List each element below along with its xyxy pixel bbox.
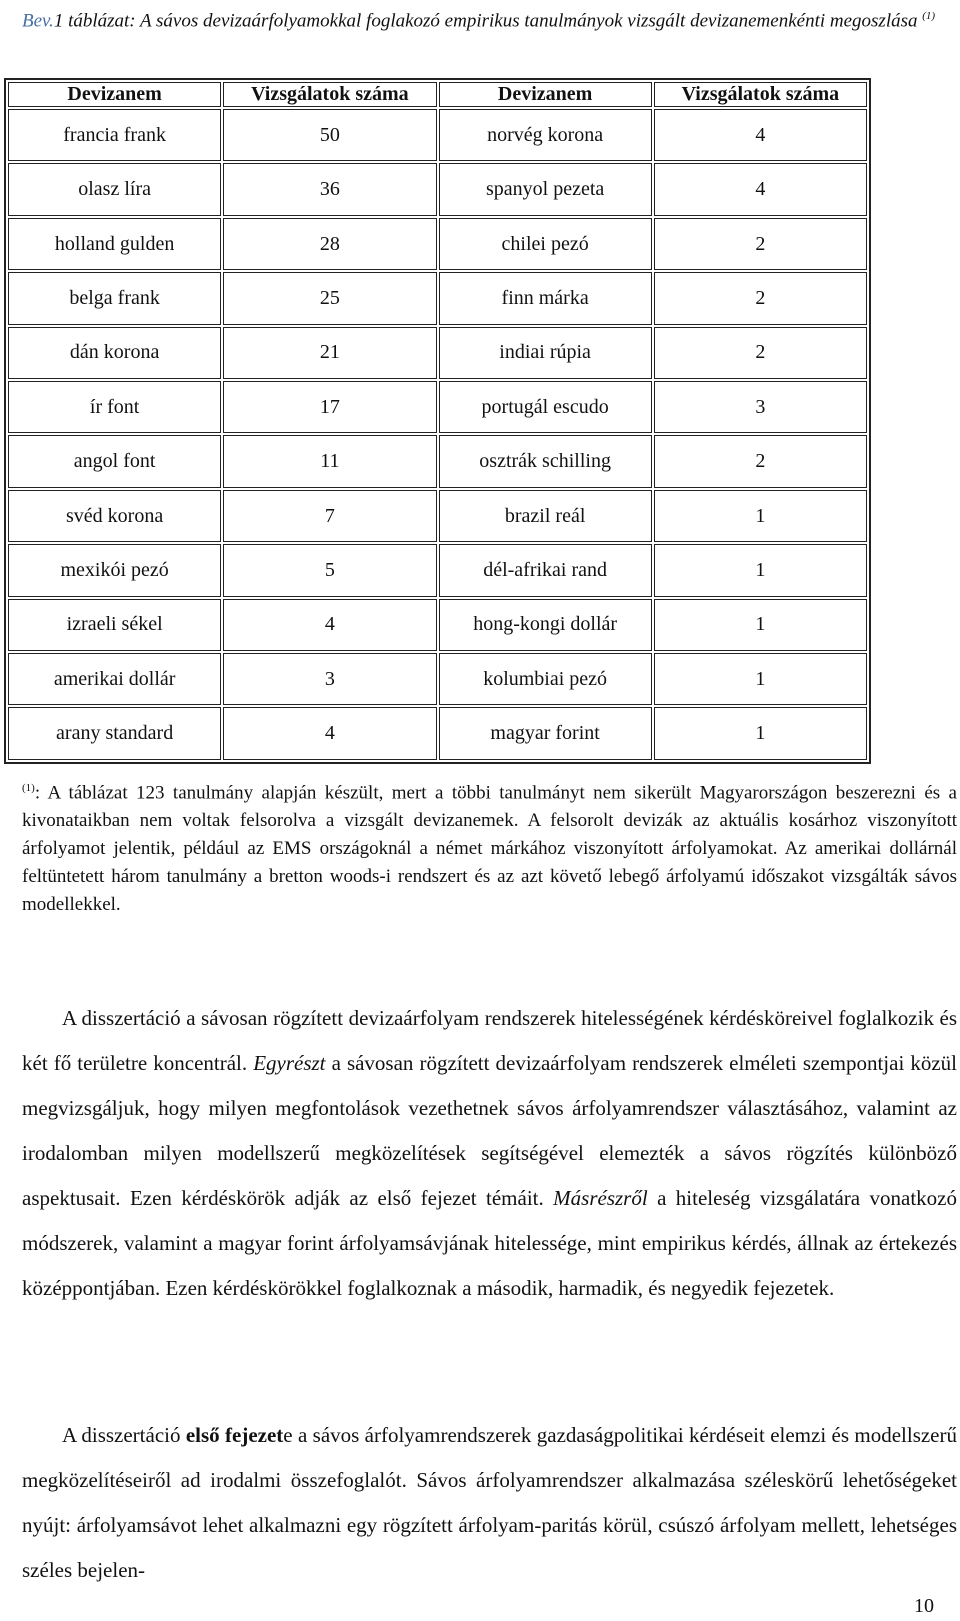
table-body <box>8 109 867 760</box>
table-row <box>8 653 867 705</box>
study-count-cell: 50 <box>223 109 436 161</box>
study-count-cell: 11 <box>223 435 436 487</box>
table-row <box>8 381 867 433</box>
study-count-cell: 4 <box>223 707 436 760</box>
study-count-cell: 2 <box>654 327 867 379</box>
currency-cell: magyar forint <box>439 707 652 760</box>
currency-cell: brazil reál <box>439 490 652 542</box>
currency-cell: izraeli sékel <box>8 599 221 651</box>
currency-cell: osztrák schilling <box>439 435 652 487</box>
study-count-cell: 1 <box>654 544 867 596</box>
header-count-1: Vizsgálatok száma <box>223 82 436 107</box>
header-currency-1: Devizanem <box>8 82 221 107</box>
p1-text-e: a hiteleség vizsgálatára vonatkozó módszerek, valamint a magyar forint árfolyamsávjának hitelessége, mint empirikus kérdés, állnak az értekezés középpontjában. Ezen kérdéskörökkel foglalkoznak a második, harmadik, és negyedik fejezetek. <box>22 1186 957 1300</box>
study-count-cell: 36 <box>223 163 436 215</box>
p2-text-a: A disszertáció <box>62 1423 186 1447</box>
study-count-cell: 4 <box>654 109 867 161</box>
p2-emphasis-elso-fejezet: első fejezet <box>185 1423 284 1447</box>
currency-cell: kolumbiai pezó <box>439 653 652 705</box>
study-count-cell: 3 <box>223 653 436 705</box>
table-row <box>8 327 867 379</box>
p1-text-a: A disszertáció a sávosan rögzített devizaárfolyam rendszerek hitelességének kérdésköreivel foglalkozik és két fő területre koncentrál. <box>22 1006 957 1075</box>
currency-cell: francia frank <box>8 109 221 161</box>
study-count-cell: 28 <box>223 218 436 270</box>
study-count-cell: 4 <box>223 599 436 651</box>
currency-cell: finn márka <box>439 272 652 324</box>
currency-cell: olasz líra <box>8 163 221 215</box>
study-count-cell: 2 <box>654 272 867 324</box>
p2-text-c: e a sávos árfolyamrendszerek gazdaságpolitikai kérdéseit elemzi és modellszerű megközelítéseiről ad irodalmi összefoglalót. Sávos árfolyamrendszer alkalmazása széleskörű lehetőségeket nyújt: árfolyamsávot lehet alkalmazni egy rögzített árfolyam-paritás körül, csúszó árfolyam mellett, lehetséges széles bejelen- <box>22 1423 957 1582</box>
currency-cell: chilei pezó <box>439 218 652 270</box>
study-count-cell: 7 <box>223 490 436 542</box>
currency-cell: holland gulden <box>8 218 221 270</box>
footnote <box>22 774 957 919</box>
footnote-text: : A táblázat 123 tanulmány alapján készült, mert a többi tanulmányt nem sikerült Magyarországon beszerezni és a kivonataikban nem voltak felsorolva a vizsgált devizanemek. A felsorolt devizák az aktuális kosárhoz viszonyított árfolyamot jelentik, például az EMS országoknál a német márkához viszonyított árfolyamokat. Az amerikai dollárnál feltüntetett három tanulmány a bretton woods-i rendszert és az azt követő lebegő árfolyamú időszakot vizsgálták sávos modellekkel. <box>22 782 957 916</box>
study-count-cell: 5 <box>223 544 436 596</box>
study-count-cell: 21 <box>223 327 436 379</box>
currency-cell: spanyol pezeta <box>439 163 652 215</box>
currency-cell: norvég korona <box>439 109 652 161</box>
study-count-cell: 1 <box>654 490 867 542</box>
study-count-cell: 2 <box>654 218 867 270</box>
currency-cell: indiai rúpia <box>439 327 652 379</box>
currency-cell: dán korona <box>8 327 221 379</box>
p1-emphasis-egyreszt: Egyrészt <box>253 1051 326 1075</box>
header-currency-2: Devizanem <box>439 82 652 107</box>
study-count-cell: 4 <box>654 163 867 215</box>
header-count-2: Vizsgálatok száma <box>654 82 867 107</box>
currency-cell: belga frank <box>8 272 221 324</box>
table-row <box>8 163 867 215</box>
study-count-cell: 25 <box>223 272 436 324</box>
study-count-cell: 1 <box>654 599 867 651</box>
currency-cell: svéd korona <box>8 490 221 542</box>
currency-cell: amerikai dollár <box>8 653 221 705</box>
currency-cell: angol font <box>8 435 221 487</box>
study-count-cell: 2 <box>654 435 867 487</box>
study-count-cell: 3 <box>654 381 867 433</box>
p1-emphasis-masreszrol: Másrészről <box>553 1186 648 1210</box>
caption-prefix: Bev. <box>22 10 54 32</box>
table-row <box>8 490 867 542</box>
study-count-cell: 1 <box>654 653 867 705</box>
table-row <box>8 707 867 760</box>
table-row <box>8 218 867 270</box>
table-row <box>8 544 867 596</box>
paragraph-1 <box>22 996 957 1311</box>
footnote-mark: (1) <box>22 782 35 794</box>
currency-table <box>4 78 871 764</box>
table-row <box>8 109 867 161</box>
currency-cell: dél-afrikai rand <box>439 544 652 596</box>
paragraph-2 <box>22 1413 957 1593</box>
caption-text: 1 táblázat: A sávos devizaárfolyamokkal foglakozó empirikus tanulmányok vizsgált devizanemenkénti megoszlása <box>53 10 923 32</box>
table-header-row <box>8 82 867 107</box>
page-number: 10 <box>914 1595 934 1617</box>
table-row <box>8 599 867 651</box>
currency-cell: mexikói pezó <box>8 544 221 596</box>
caption-footnote-mark: (1) <box>922 10 936 22</box>
currency-cell: ír font <box>8 381 221 433</box>
currency-cell: hong-kongi dollár <box>439 599 652 651</box>
currency-cell: arany standard <box>8 707 221 760</box>
study-count-cell: 1 <box>654 707 867 760</box>
table-caption <box>22 0 942 37</box>
table-row <box>8 272 867 324</box>
p1-text-c: a sávosan rögzített devizaárfolyam rendszerek elméleti szempontjai közül megvizsgáljuk, hogy milyen megfontolások vezethetnek sávos árfolyamrendszer választásához, valamint az irodalomban milyen modellszerű megközelítések segítségével elemezték a sávos rögzítés különböző aspektusait. Ezen kérdéskörök adják az első fejezet témáit. <box>22 1051 957 1210</box>
currency-cell: portugál escudo <box>439 381 652 433</box>
study-count-cell: 17 <box>223 381 436 433</box>
table-row <box>8 435 867 487</box>
